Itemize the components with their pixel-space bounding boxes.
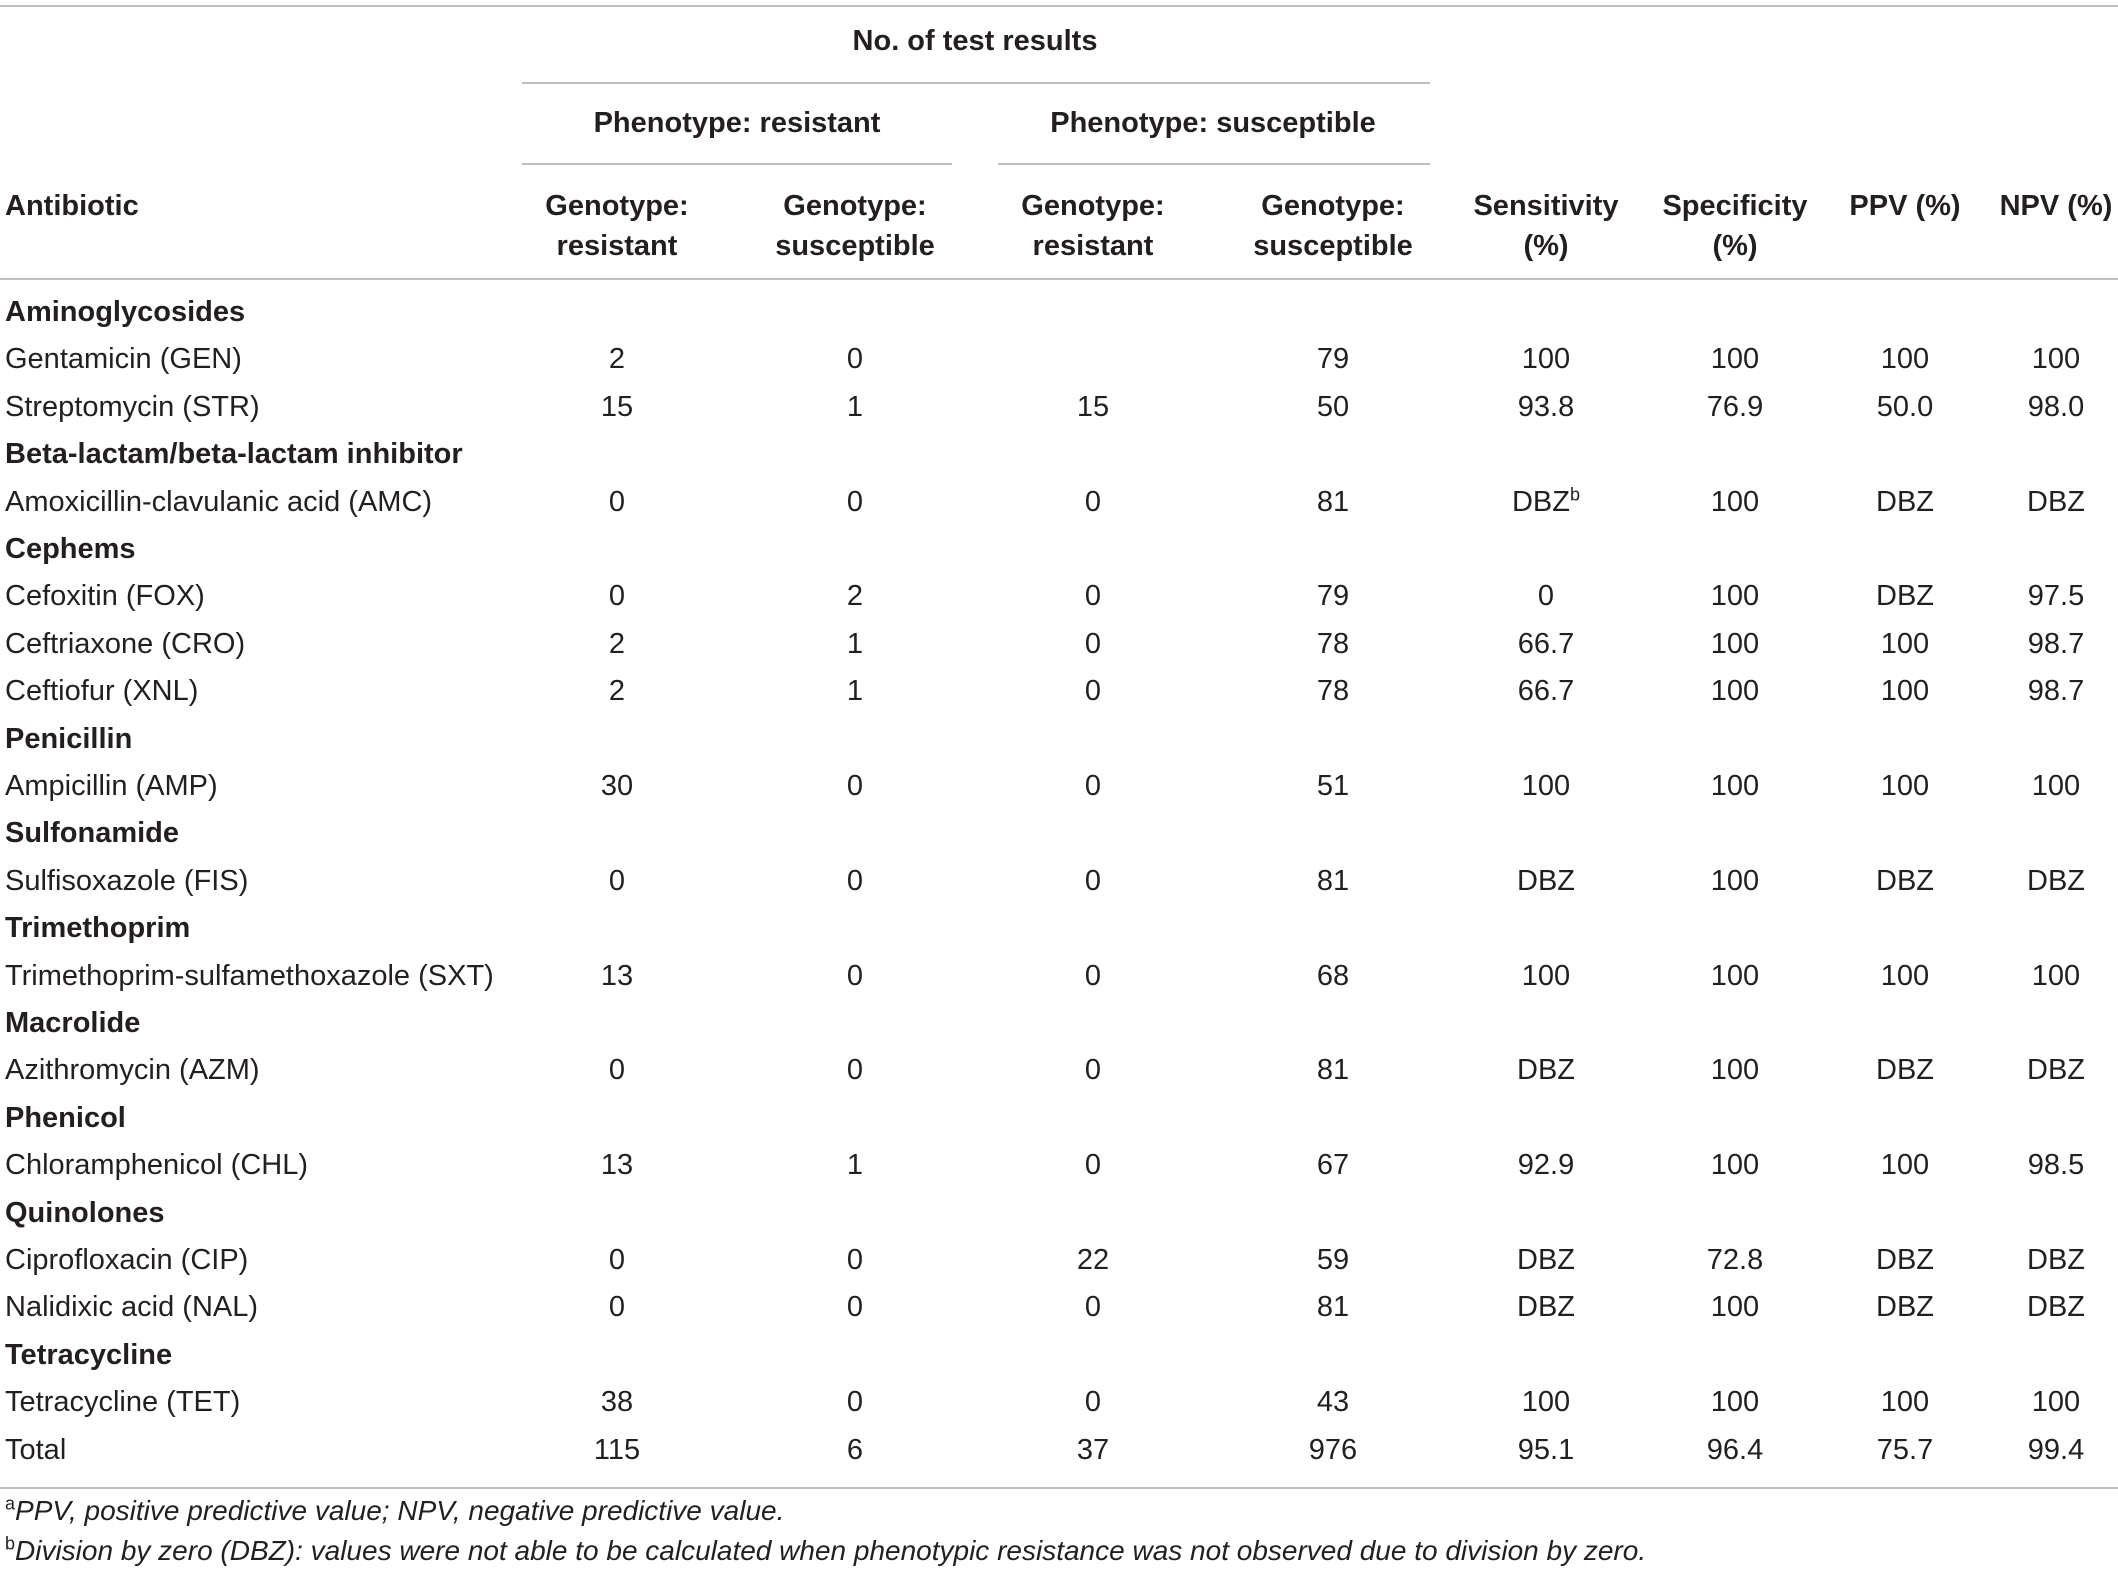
- table-cell: 100: [1521, 343, 1571, 375]
- row-label: Ceftiofur (XNL): [5, 675, 199, 707]
- table-cell: 81: [1316, 865, 1350, 897]
- table-cell: 30: [600, 770, 634, 802]
- table-cell: 0: [1084, 1386, 1102, 1418]
- row-label: Streptomycin (STR): [5, 391, 260, 423]
- phenotype-susceptible-header: Phenotype: susceptible: [1050, 107, 1376, 139]
- row-label: Gentamicin (GEN): [5, 343, 242, 375]
- table-cell: 79: [1316, 343, 1350, 375]
- phenotype-susceptible-rule: [998, 163, 1430, 165]
- table-cell: 100: [1880, 628, 1930, 660]
- table-cell: DBZ: [2027, 1054, 2085, 1086]
- table-cell: 43: [1316, 1386, 1350, 1418]
- table-cell: 100: [1880, 770, 1930, 802]
- table-cell: 38: [600, 1386, 634, 1418]
- table-cell: 2: [608, 628, 626, 660]
- table-cell: DBZ: [1517, 1291, 1575, 1323]
- table-cell: 2: [608, 343, 626, 375]
- table-cell: 100: [1880, 1149, 1930, 1181]
- table-cell: DBZ: [2027, 1291, 2085, 1323]
- table-cell: 0: [1084, 770, 1102, 802]
- table-cell: 13: [600, 1149, 634, 1181]
- row-label: Ceftriaxone (CRO): [5, 628, 246, 660]
- table-cell: 100: [1880, 675, 1930, 707]
- row-label: Nalidixic acid (NAL): [5, 1291, 259, 1323]
- table-cell: DBZ: [2027, 865, 2085, 897]
- table-cell: 0: [846, 1386, 864, 1418]
- table-cell: 0: [1537, 580, 1555, 612]
- category-heading: Sulfonamide: [5, 817, 180, 849]
- category-heading: Macrolide: [5, 1007, 141, 1039]
- table-cell: 0: [846, 1054, 864, 1086]
- table-cell: DBZ: [2027, 486, 2085, 518]
- table-cell: 0: [846, 486, 864, 518]
- table-cell: 100: [2031, 343, 2081, 375]
- table-cell: 0: [608, 1244, 626, 1276]
- table-cell: 100: [1710, 343, 1760, 375]
- table-cell: 0: [1084, 580, 1102, 612]
- table-cell: 98.5: [2027, 1149, 2085, 1181]
- genotype-resistant-header-2: Genotype: resistant: [1021, 190, 1165, 262]
- table-bottom-rule: [0, 1487, 2118, 1489]
- table-cell: 100: [1880, 1386, 1930, 1418]
- category-heading: Phenicol: [5, 1102, 126, 1134]
- ppv-header: PPV (%): [1849, 190, 1961, 222]
- table-cell: 0: [608, 865, 626, 897]
- table-cell: 66.7: [1517, 675, 1575, 707]
- category-heading: Aminoglycosides: [5, 296, 246, 328]
- row-label: Sulfisoxazole (FIS): [5, 865, 249, 897]
- table-cell: 100: [2031, 770, 2081, 802]
- row-label: Cefoxitin (FOX): [5, 580, 205, 612]
- category-heading: Trimethoprim: [5, 912, 191, 944]
- table-cell: 100: [1710, 1386, 1760, 1418]
- table-cell: DBZ: [1876, 1291, 1934, 1323]
- table-cell: 92.9: [1517, 1149, 1575, 1181]
- table-cell: 0: [1084, 628, 1102, 660]
- table-cell: 72.8: [1706, 1244, 1764, 1276]
- table-cell: 0: [608, 1054, 626, 1086]
- table-cell: 100: [1521, 1386, 1571, 1418]
- sensitivity-header: Sensitivity (%): [1473, 190, 1619, 262]
- table-cell: 1: [846, 1149, 864, 1181]
- table-cell: 100: [1521, 960, 1571, 992]
- npv-header: NPV (%): [1999, 190, 2113, 222]
- table-cell: 976: [1308, 1434, 1358, 1466]
- table-cell: 75.7: [1876, 1434, 1934, 1466]
- table-cell: 100: [2031, 960, 2081, 992]
- table-cell: 0: [608, 580, 626, 612]
- table-cell: 100: [1710, 486, 1760, 518]
- table-cell: 2: [608, 675, 626, 707]
- table-cell: DBZ: [1876, 1054, 1934, 1086]
- table-cell: 51: [1316, 770, 1350, 802]
- table-cell: 0: [846, 1291, 864, 1323]
- genotype-susceptible-header-1: Genotype: susceptible: [775, 190, 935, 262]
- table-cell: 100: [1710, 675, 1760, 707]
- table-cell: 0: [1084, 675, 1102, 707]
- table-cell: 0: [608, 1291, 626, 1323]
- table-cell: 78: [1316, 675, 1350, 707]
- row-label: Total: [5, 1434, 67, 1466]
- row-label: Trimethoprim-sulfamethoxazole (SXT): [5, 960, 494, 992]
- antibiotic-header: Antibiotic: [5, 190, 139, 222]
- table-cell: 100: [1710, 865, 1760, 897]
- row-label: Tetracycline (TET): [5, 1386, 241, 1418]
- table-cell: DBZ: [1517, 1244, 1575, 1276]
- table-cell: 76.9: [1706, 391, 1764, 423]
- table-cell: 67: [1316, 1149, 1350, 1181]
- row-label: Chloramphenicol (CHL): [5, 1149, 308, 1181]
- table-cell: 81: [1316, 1291, 1350, 1323]
- table-cell: 81: [1316, 486, 1350, 518]
- table-cell: DBZ: [1876, 486, 1934, 518]
- genotype-susceptible-header-2: Genotype: susceptible: [1253, 190, 1413, 262]
- test-results-header: No. of test results: [852, 25, 1098, 57]
- table-cell: 6: [846, 1434, 864, 1466]
- table-cell: 100: [2031, 1386, 2081, 1418]
- phenotype-resistant-rule: [522, 163, 952, 165]
- row-label: Ampicillin (AMP): [5, 770, 218, 802]
- table-cell: 15: [1076, 391, 1110, 423]
- table-cell: 100: [1710, 580, 1760, 612]
- table-cell: 0: [608, 486, 626, 518]
- table-cell: 0: [1084, 865, 1102, 897]
- table-cell: 68: [1316, 960, 1350, 992]
- category-heading: Cephems: [5, 533, 136, 565]
- phenotype-resistant-header: Phenotype: resistant: [593, 107, 881, 139]
- table-cell: DBZ: [1876, 865, 1934, 897]
- table-cell: DBZ: [1876, 580, 1934, 612]
- header-bottom-rule: [0, 278, 2118, 280]
- table-cell: 100: [1710, 1291, 1760, 1323]
- category-heading: Penicillin: [5, 723, 133, 755]
- table-cell: 100: [1710, 770, 1760, 802]
- table-cell: 100: [1710, 1054, 1760, 1086]
- table-cell: 100: [1710, 628, 1760, 660]
- row-label: Amoxicillin-clavulanic acid (AMC): [5, 486, 433, 518]
- test-results-rule: [522, 82, 1430, 84]
- category-heading: Quinolones: [5, 1197, 165, 1229]
- footnote-a: $^a$PPV, positive predictive value; NPV, negative predictive value.: [5, 1493, 785, 1526]
- table-cell: 100: [1880, 343, 1930, 375]
- table-cell: 50.0: [1876, 391, 1934, 423]
- table-cell: 100: [1710, 1149, 1760, 1181]
- table-cell: 37: [1076, 1434, 1110, 1466]
- table-cell: 66.7: [1517, 628, 1575, 660]
- row-label: Azithromycin (AZM): [5, 1054, 260, 1086]
- table-cell: 93.8: [1517, 391, 1575, 423]
- table-cell: DBZ: [1517, 1054, 1575, 1086]
- table-cell: 2: [846, 580, 864, 612]
- table-cell: 100: [1521, 770, 1571, 802]
- footnote-marker: b: [1569, 484, 1581, 505]
- table-cell: 0: [1084, 1149, 1102, 1181]
- table-cell: 0: [846, 1244, 864, 1276]
- table-cell: 98.0: [2027, 391, 2085, 423]
- table-cell: DBZ: [2027, 1244, 2085, 1276]
- table-cell: 1: [846, 628, 864, 660]
- footnote-b: $^b$Division by zero (DBZ): values were not able to be calculated when phenotypic resistance was not observed due to division by zero.: [5, 1533, 1647, 1566]
- table-cell: 15: [600, 391, 634, 423]
- table-cell: 115: [593, 1434, 641, 1466]
- table-cell: 13: [600, 960, 634, 992]
- table-cell: 0: [1084, 960, 1102, 992]
- table-cell: 97.5: [2027, 580, 2085, 612]
- table-cell: 0: [1084, 486, 1102, 518]
- table-cell: 98.7: [2027, 628, 2085, 660]
- category-heading: Tetracycline: [5, 1339, 173, 1371]
- table-cell: 95.1: [1517, 1434, 1575, 1466]
- table-cell: 0: [1084, 1291, 1102, 1323]
- genotype-resistant-header-1: Genotype: resistant: [545, 190, 689, 262]
- table-cell: 59: [1316, 1244, 1350, 1276]
- table-cell: 78: [1316, 628, 1350, 660]
- table-cell: 96.4: [1706, 1434, 1764, 1466]
- table-cell: 100: [1710, 960, 1760, 992]
- table-cell: DBZ: [1876, 1244, 1934, 1276]
- table-cell: 0: [846, 960, 864, 992]
- table-cell: 0: [846, 865, 864, 897]
- specificity-header: Specificity (%): [1662, 190, 1808, 262]
- table-cell: DBZ$^b$: [1511, 484, 1581, 518]
- table-top-rule: [0, 5, 2118, 7]
- table-cell: 0: [846, 770, 864, 802]
- table-cell: 0: [1084, 1054, 1102, 1086]
- table-cell: 100: [1880, 960, 1930, 992]
- category-heading: Beta-lactam/beta-lactam inhibitor: [5, 438, 463, 470]
- table-cell: 79: [1316, 580, 1350, 612]
- table-cell: 1: [846, 675, 864, 707]
- table-cell: 99.4: [2027, 1434, 2085, 1466]
- table-cell: 81: [1316, 1054, 1350, 1086]
- table-cell: 98.7: [2027, 675, 2085, 707]
- row-label: Ciprofloxacin (CIP): [5, 1244, 249, 1276]
- table-cell: 50: [1316, 391, 1350, 423]
- table-cell: 0: [846, 343, 864, 375]
- table-cell: 22: [1076, 1244, 1110, 1276]
- table-cell: DBZ: [1517, 865, 1575, 897]
- table-cell: 1: [846, 391, 864, 423]
